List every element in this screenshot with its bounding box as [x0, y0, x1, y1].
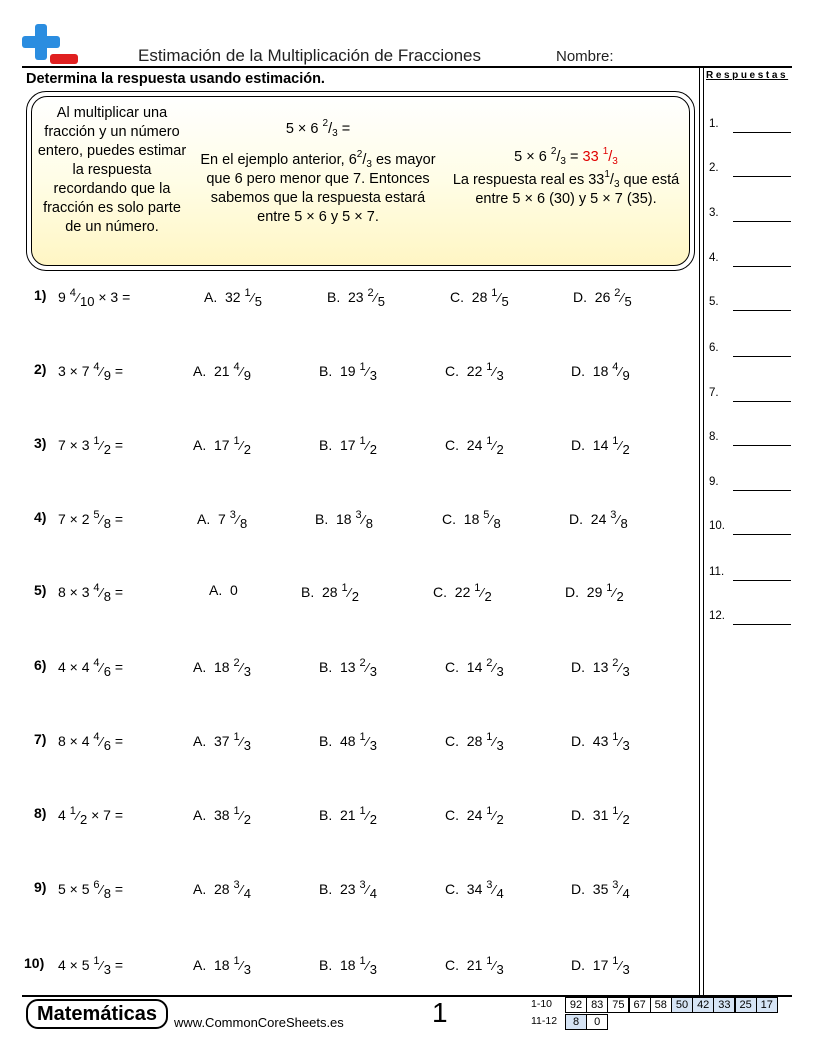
- answer-blank[interactable]: [733, 624, 791, 625]
- answer-row: [709, 610, 793, 626]
- score-row-label: 1-10: [531, 998, 553, 1010]
- answer-choice[interactable]: B. 23 $^3$⁄4: [319, 879, 378, 901]
- answer-choice[interactable]: D. 13 $^2$⁄3: [571, 657, 630, 679]
- answer-choice[interactable]: C. 22 $^1$⁄2: [433, 582, 492, 604]
- answer-blank[interactable]: [733, 310, 791, 311]
- answer-blank[interactable]: [733, 490, 791, 491]
- question-row: [22, 805, 682, 829]
- question-expression: 9 $^4$⁄10 × 3 =: [58, 287, 131, 309]
- example-answer-text: La respuesta real es $33^1/_3$ que está entre 5 × 6 (30) y 5 × 7 (35).: [452, 169, 680, 207]
- question-row: [22, 435, 682, 459]
- score-cell: 0: [586, 1014, 608, 1030]
- answer-choice[interactable]: D. 14 $^1$⁄2: [571, 435, 630, 457]
- answer-blank[interactable]: [733, 401, 791, 402]
- answer-choice[interactable]: A. 28 $^3$⁄4: [193, 879, 252, 901]
- answer-choice[interactable]: C. 28 $^1$⁄5: [450, 287, 509, 309]
- question-expression: 8 × 3 $^4$⁄8 =: [58, 582, 124, 604]
- answer-number: 12.: [709, 610, 725, 622]
- answer-blank[interactable]: [733, 534, 791, 535]
- answer-row: [709, 342, 793, 358]
- score-cell: 8: [565, 1014, 587, 1030]
- answer-choice[interactable]: A. 37 $^1$⁄3: [193, 731, 252, 753]
- answer-number: 9.: [709, 476, 719, 488]
- question-expression: 3 × 7 $^4$⁄9 =: [58, 361, 124, 383]
- answer-blank[interactable]: [733, 266, 791, 267]
- answer-row: [709, 296, 793, 312]
- question-number: 10): [24, 955, 45, 971]
- answer-choice[interactable]: C. 14 $^2$⁄3: [445, 657, 504, 679]
- answer-choice[interactable]: C. 21 $^1$⁄3: [445, 955, 504, 977]
- example-answer-expression: 5 × 6 $^2/_3 = 33$ $^1/_3$: [514, 146, 618, 167]
- question-expression: 4 $^1$⁄2 × 7 =: [58, 805, 124, 827]
- answer-choice[interactable]: C. 18 $^5$⁄8: [442, 509, 501, 531]
- score-cell: 17: [756, 997, 778, 1013]
- question-expression: 5 × 5 $^6$⁄8 =: [58, 879, 124, 901]
- answer-choice[interactable]: A. 18 $^2$⁄3: [193, 657, 252, 679]
- question-number: 2): [34, 361, 47, 377]
- question-expression: 4 × 5 $^1$⁄3 =: [58, 955, 124, 977]
- answer-choice[interactable]: B. 18 $^3$⁄8: [315, 509, 374, 531]
- answer-choice[interactable]: D. 24 $^3$⁄8: [569, 509, 628, 531]
- instruction-text: Determina la respuesta usando estimación.: [26, 71, 325, 87]
- answer-row: [709, 387, 793, 403]
- answer-choice[interactable]: C. 28 $^1$⁄3: [445, 731, 504, 753]
- answer-number: 1.: [709, 118, 719, 130]
- answer-choice[interactable]: D. 31 $^1$⁄2: [571, 805, 630, 827]
- question-number: 6): [34, 657, 47, 673]
- answer-number: 10.: [709, 520, 725, 532]
- example-answer: [446, 148, 686, 209]
- answer-choice[interactable]: B. 17 $^1$⁄2: [319, 435, 378, 457]
- answer-choice[interactable]: D. 17 $^1$⁄3: [571, 955, 630, 977]
- answer-choice[interactable]: D. 18 $^4$⁄9: [571, 361, 630, 383]
- question-number: 3): [34, 435, 47, 451]
- answer-choice[interactable]: A. 18 $^1$⁄3: [193, 955, 252, 977]
- answer-blank[interactable]: [733, 356, 791, 357]
- score-cell: 33: [713, 997, 735, 1013]
- question-row: [22, 361, 682, 385]
- brand-badge: Matemáticas: [26, 999, 168, 1029]
- question-number: 9): [34, 879, 47, 895]
- score-row-label: 11-12: [531, 1015, 558, 1027]
- answer-choice[interactable]: B. 28 $^1$⁄2: [301, 582, 360, 604]
- answer-row: [709, 207, 793, 223]
- worksheet-title: Estimación de la Multiplicación de Fracciones: [138, 46, 481, 65]
- answer-row: [709, 431, 793, 447]
- answer-row: [709, 118, 793, 134]
- answer-number: 6.: [709, 342, 719, 354]
- score-cell: 92: [565, 997, 587, 1013]
- answer-choice[interactable]: C. 24 $^1$⁄2: [445, 805, 504, 827]
- answer-choice[interactable]: D. 43 $^1$⁄3: [571, 731, 630, 753]
- answer-choice[interactable]: D. 26 $^2$⁄5: [573, 287, 632, 309]
- answer-choice[interactable]: B. 19 $^1$⁄3: [319, 361, 378, 383]
- example-estimate: [198, 120, 438, 227]
- score-cell: 67: [629, 997, 651, 1013]
- question-number: 4): [34, 509, 47, 525]
- answer-number: 7.: [709, 387, 719, 399]
- question-expression: 4 × 4 $^4$⁄6 =: [58, 657, 124, 679]
- example-explanation: Al multiplicar una fracción y un número entero, puedes estimar la respuesta recordando que la fracción es solo parte de un número.: [37, 105, 187, 235]
- score-cell: 75: [607, 997, 629, 1013]
- answer-number: 11.: [709, 566, 725, 578]
- answer-choice[interactable]: D. 35 $^3$⁄4: [571, 879, 630, 901]
- answer-row: [709, 162, 793, 178]
- answer-column-border-left: [699, 68, 700, 996]
- answer-choice[interactable]: B. 23 $^2$⁄5: [327, 287, 386, 309]
- score-cell: 58: [650, 997, 672, 1013]
- example-estimate-text: En el ejemplo anterior, $6^2/_3$ es mayor que 6 pero menor que 7. Entonces sabemos que la respuesta estará entre 5 × 6 y 5 × 7.: [200, 149, 436, 225]
- answer-number: 3.: [709, 207, 719, 219]
- question-row: [22, 287, 682, 311]
- example-expression: 5 × 6 $^2/_3$ =: [285, 118, 351, 139]
- answer-choice[interactable]: C. 24 $^1$⁄2: [445, 435, 504, 457]
- question-row: [22, 879, 682, 903]
- answers-heading: Respuestas: [706, 70, 789, 81]
- answer-blank[interactable]: [733, 176, 791, 177]
- question-row: [22, 509, 682, 533]
- name-label: Nombre:: [556, 48, 614, 65]
- score-cell: 83: [586, 997, 608, 1013]
- score-cell: 50: [671, 997, 693, 1013]
- question-number: 7): [34, 731, 47, 747]
- question-row: [22, 582, 682, 606]
- question-number: 5): [34, 582, 47, 598]
- answer-number: 4.: [709, 252, 719, 264]
- answer-column-border-right: [703, 68, 704, 996]
- answer-choice[interactable]: B. 48 $^1$⁄3: [319, 731, 378, 753]
- answer-choice[interactable]: A. 7 $^3$⁄8: [197, 509, 248, 531]
- answer-row: [709, 476, 793, 492]
- answer-choice[interactable]: D. 29 $^1$⁄2: [565, 582, 624, 604]
- answer-blank[interactable]: [733, 445, 791, 446]
- score-cell: 42: [692, 997, 714, 1013]
- answer-blank[interactable]: [733, 221, 791, 222]
- question-expression: 7 × 2 $^5$⁄8 =: [58, 509, 124, 531]
- answer-choice[interactable]: B. 18 $^1$⁄3: [319, 955, 378, 977]
- answer-row: [709, 520, 793, 536]
- example-answer-value: 33 $^1/_3$: [582, 146, 618, 167]
- answer-choice[interactable]: C. 34 $^3$⁄4: [445, 879, 504, 901]
- answer-choice[interactable]: A. 38 $^1$⁄2: [193, 805, 252, 827]
- answer-number: 8.: [709, 431, 719, 443]
- question-row: [22, 955, 682, 979]
- score-cell: 25: [735, 997, 757, 1013]
- question-expression: 7 × 3 $^1$⁄2 =: [58, 435, 124, 457]
- page-number: 1: [432, 997, 448, 1028]
- answer-choice[interactable]: A. 17 $^1$⁄2: [193, 435, 252, 457]
- question-expression: 8 × 4 $^4$⁄6 =: [58, 731, 124, 753]
- answer-row: [709, 566, 793, 582]
- answer-blank[interactable]: [733, 132, 791, 133]
- answer-choice[interactable]: B. 21 $^1$⁄2: [319, 805, 378, 827]
- question-row: [22, 731, 682, 755]
- answer-number: 2.: [709, 162, 719, 174]
- answer-row: [709, 252, 793, 268]
- answer-blank[interactable]: [733, 580, 791, 581]
- answer-choice[interactable]: A. 32 $^1$⁄5: [204, 287, 263, 309]
- plus-minus-logo-icon: [22, 24, 80, 66]
- answer-choice[interactable]: A. 0: [209, 582, 238, 598]
- answer-choice[interactable]: B. 13 $^2$⁄3: [319, 657, 378, 679]
- answer-choice[interactable]: A. 21 $^4$⁄9: [193, 361, 252, 383]
- question-number: 8): [34, 805, 47, 821]
- question-number: 1): [34, 287, 47, 303]
- site-url: www.CommonCoreSheets.es: [174, 1015, 344, 1030]
- question-row: [22, 657, 682, 681]
- answer-number: 5.: [709, 296, 719, 308]
- header-divider: [22, 66, 792, 68]
- answer-choice[interactable]: C. 22 $^1$⁄3: [445, 361, 504, 383]
